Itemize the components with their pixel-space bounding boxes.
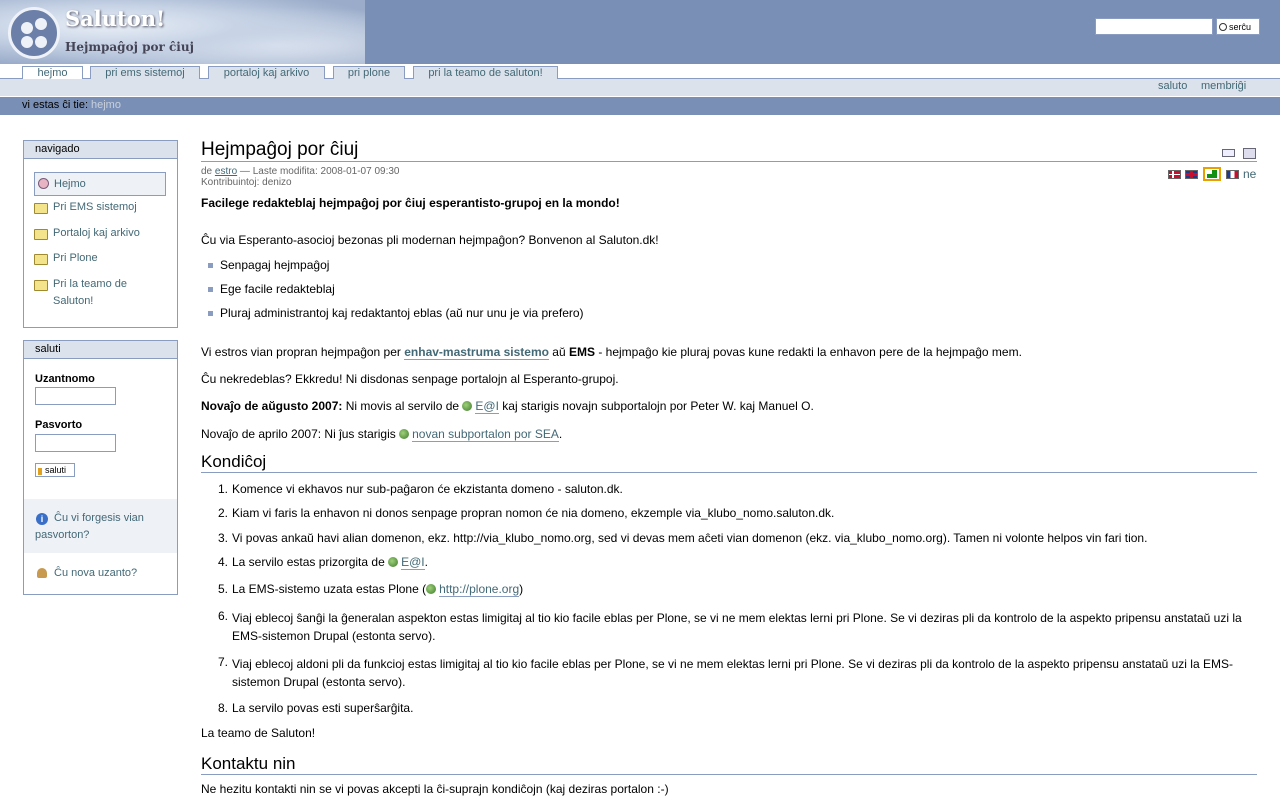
tab-pri-la-teamo[interactable]: pri la teamo de saluton! — [413, 66, 558, 79]
text: Vi estros vian propran hejmpaĝon per — [201, 345, 405, 359]
text: aŭ — [548, 345, 569, 359]
ems-link[interactable]: enhav-mastruma sistemo — [404, 345, 549, 359]
list-item: Pluraj administrantoj kaj redaktantoj eblas (aŭ nur unu je via prefero) — [220, 306, 584, 320]
text: La EMS-sistemo uzata estas Plone ( — [232, 582, 427, 596]
flag-danish-icon[interactable] — [1168, 170, 1181, 179]
external-link-icon — [399, 429, 409, 439]
tab-bar — [0, 64, 1280, 79]
eai-link[interactable]: E@I — [401, 555, 425, 569]
text: La servilo estas prizorgita de — [232, 555, 389, 569]
conditions-heading: Kondiĉoj — [201, 452, 1257, 473]
list-item: 4. — [218, 555, 229, 569]
mail-icon[interactable] — [1222, 149, 1235, 157]
sidebar-item-label: Pri EMS sistemoj — [53, 201, 137, 213]
contributors: Kontribuintoj: denizo — [201, 177, 292, 188]
sidebar-item-label: Pri la teamo de Saluton! — [53, 278, 127, 307]
join-link[interactable]: membriĝi — [1201, 80, 1247, 92]
list-item: 7. — [218, 655, 229, 669]
search-input[interactable] — [1095, 18, 1213, 35]
contact-heading: Kontaktu nin — [201, 754, 1257, 775]
site-logo[interactable] — [8, 7, 60, 59]
username-field[interactable] — [35, 387, 116, 405]
site-subtitle: Hejmpaĝoj por ĉiuj — [65, 40, 194, 54]
list-item: 2. — [218, 506, 229, 520]
plone-link[interactable]: http://plone.org — [439, 582, 520, 596]
site-title[interactable]: Saluton! — [65, 6, 166, 31]
forgot-password-box — [24, 499, 177, 553]
login-button-label: saluti — [45, 465, 67, 475]
list-item: Viaj eblecoj aldoni pli da funkcioj estas limigitaj al tio kio facile eblas per Plone, se vi ne mem elektas lerni pri Plone. Se vi deziras pli da kontrolo de la aspekto pripensu anstataŭ uzi la EMS-sistemon Drupal (estonta servo). — [232, 657, 1233, 689]
search-icon — [1219, 23, 1227, 31]
list-item: 6. — [218, 609, 229, 623]
title-underline — [201, 161, 1257, 162]
breadcrumb-current[interactable]: hejmo — [91, 99, 121, 111]
password-field[interactable] — [35, 434, 116, 452]
text: . — [558, 427, 563, 441]
text: - hejmpaĝo kie pluraj povas kune redakti la enhavon pere de la hejmpaĝo mem. — [595, 345, 1022, 359]
folder-icon — [34, 254, 48, 265]
list-item: 8. — [218, 701, 229, 715]
navigation-portlet-title: navigado — [24, 141, 177, 159]
eai-link[interactable]: E@I — [475, 399, 499, 413]
list-item: 1. — [218, 482, 229, 496]
author-link[interactable]: estro — [214, 166, 238, 177]
tab-pri-ems-sistemoj[interactable]: pri ems sistemoj — [90, 66, 200, 79]
page-title: Hejmpaĝoj por ĉiuj — [201, 139, 359, 160]
bullet-icon — [208, 263, 213, 268]
byline-modified: — Laste modifita: 2008-01-07 09:30 — [239, 166, 400, 177]
sidebar-item-label: Hejmo — [54, 178, 86, 190]
byline-prefix: de — [201, 166, 213, 177]
search-button[interactable] — [1216, 18, 1260, 35]
paragraph-ems — [201, 345, 1022, 359]
list-item: 3. — [218, 531, 229, 545]
list-item: Kiam vi faris la enhavon ni donos senpage propran nomon će nia domeno, ekzemple via_klubo_nomo.saluton.dk. — [232, 506, 835, 520]
paragraph-news-august — [201, 399, 814, 413]
breadcrumb-prefix: vi estas ĉi tie: — [22, 99, 89, 111]
home-icon — [38, 178, 49, 189]
navigation-portlet — [23, 140, 178, 328]
tab-hejmo[interactable]: hejmo — [22, 66, 83, 79]
flag-english-icon[interactable] — [1185, 170, 1198, 179]
external-link-icon — [426, 584, 436, 594]
bullet-icon — [208, 287, 213, 292]
login-portlet — [23, 340, 178, 595]
bullet-icon — [208, 311, 213, 316]
key-icon — [38, 468, 42, 475]
forgot-password-link[interactable]: Ĉu vi forgesis vian pasvorton? — [35, 512, 144, 541]
breadcrumb — [0, 97, 1280, 115]
password-label: Pasvorto — [35, 419, 83, 431]
news-date: Novaĵo de aŭgusto 2007: — [201, 399, 343, 413]
info-icon: i — [36, 513, 48, 525]
list-item: Komence vi ekhavos nur sub-paĝaron će ekzistanta domeno - saluton.dk. — [232, 482, 623, 496]
personal-bar — [0, 79, 1280, 96]
list-item: La servilo povas esti superŝarĝita. — [232, 701, 414, 715]
paragraph-free: Ĉu nekredeblas? Ekkredu! Ni disdonas senpage portalojn al Esperanto-grupoj. — [201, 372, 619, 386]
text: Novaĵo de aprilo 2007: Ni ĵus starigis — [201, 427, 400, 441]
flag-french-icon[interactable] — [1226, 170, 1239, 179]
list-item — [232, 582, 523, 596]
tab-pri-plone[interactable]: pri plone — [333, 66, 405, 79]
search-button-label: serĉu — [1229, 21, 1252, 32]
new-user-link[interactable]: Ĉu nova uzanto? — [54, 567, 138, 579]
list-item: 5. — [218, 582, 229, 596]
text: . — [424, 555, 428, 569]
text: Ni movis al servilo de — [342, 399, 463, 413]
signature: La teamo de Saluton! — [201, 726, 316, 740]
sidebar-item-label: Portaloj kaj arkivo — [53, 227, 140, 239]
login-portlet-title: saluti — [24, 341, 177, 359]
paragraph-news-april — [201, 427, 562, 441]
folder-icon — [34, 280, 48, 291]
sidebar-item-hejmo[interactable] — [34, 172, 166, 196]
site-header — [0, 0, 1280, 64]
list-item: Senpagaj hejmpaĝoj — [220, 258, 330, 272]
login-link[interactable]: saluto — [1158, 80, 1188, 92]
lead-text: Facilege redakteblaj hejmpaĝoj por ĉiuj esperantisto-grupoj en la mondo! — [201, 196, 620, 210]
external-link-icon — [462, 401, 472, 411]
sea-subportal-link[interactable]: novan subportalon por SEA — [412, 427, 559, 441]
text: ) — [519, 582, 524, 596]
list-item: Ege facile redakteblaj — [220, 282, 335, 296]
intro-text: Ĉu via Esperanto-asocioj bezonas pli modernan hejmpaĝon? Bonvenon al Saluton.dk! — [201, 233, 659, 247]
folder-icon — [34, 203, 48, 214]
sidebar-item-label: Pri Plone — [53, 252, 98, 264]
ems-bold: EMS — [568, 345, 595, 359]
contact-text: Ne hezitu kontakti nin se vi povas akcepti la ĉi-suprajn kondiĉojn (kaj deziras portalon :-) — [201, 782, 669, 796]
byline — [201, 166, 399, 177]
text: kaj starigis novajn subportalojn por Peter W. kaj Manuel O. — [498, 399, 814, 413]
list-item: Vi povas ankaŭ havi alian domenon, ekz. http://via_klubo_nomo.org, sed vi devas mem aĉeti vian domenon (ekz. via_klubo_nomo.org). Tamen ni volonte helpos vin fari tion. — [232, 531, 1148, 545]
language-no-link[interactable]: ne — [1243, 167, 1257, 181]
username-label: Uzantnomo — [35, 373, 95, 385]
list-item — [232, 555, 428, 569]
external-link-icon — [388, 557, 398, 567]
folder-icon — [34, 229, 48, 240]
tab-portaloj-kaj-arkivo[interactable]: portaloj kaj arkivo — [208, 66, 325, 79]
login-button[interactable] — [35, 463, 75, 477]
list-item: Viaj eblecoj ŝanĝi la ĝeneralan aspekton estas limigitaj al tio kio facile eblas per Plone, se vi ne mem elektas lerni pri Plone. Se vi deziras pli da kontrolo de la aspekto pripensu anstataŭ uzi la EMS-sistemon Drupal (estonta servo). — [232, 611, 1242, 643]
print-icon[interactable] — [1243, 148, 1256, 159]
user-icon — [37, 568, 47, 578]
flag-esperanto-selected[interactable] — [1203, 167, 1221, 181]
